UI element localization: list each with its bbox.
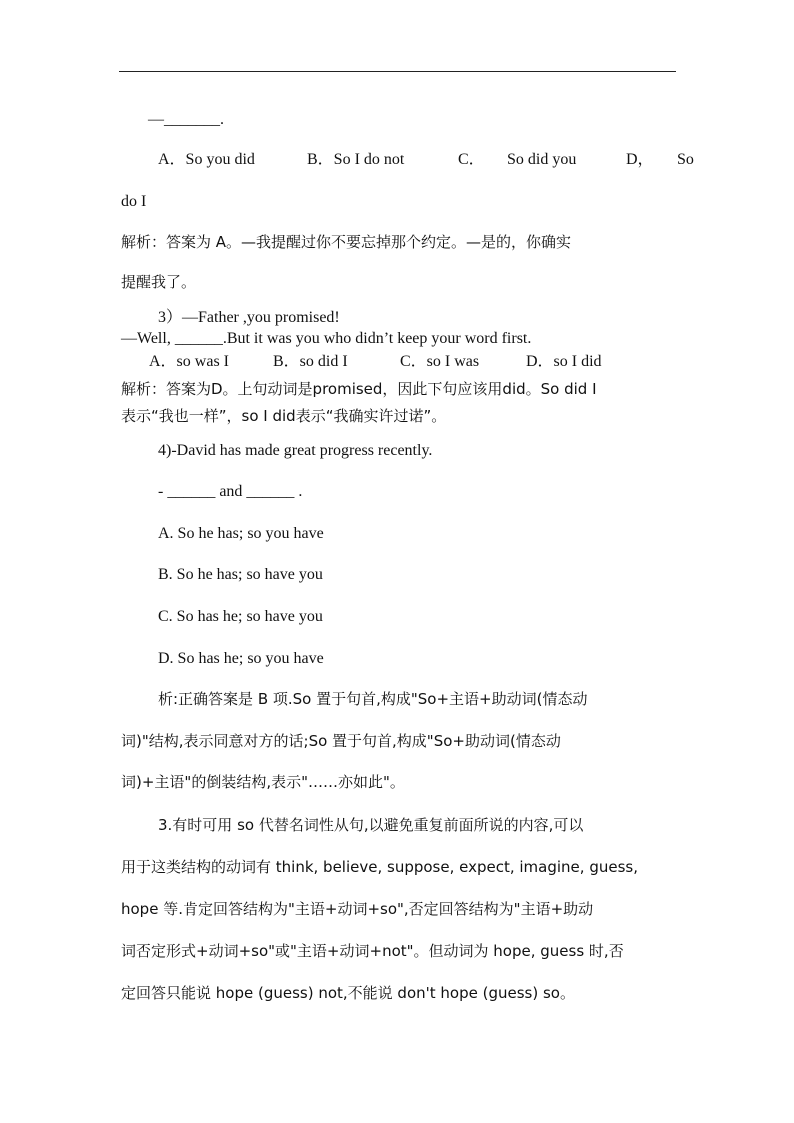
q4-option-d: D. So has he; so you have <box>158 650 324 667</box>
q3-analysis-line-2: 表示“我也一样”，so I did表示“我确实许过诺”。 <box>121 407 447 425</box>
q4-option-c: C. So has he; so have you <box>158 608 323 625</box>
section3-line-4: 词否定形式+动词+so"或"主语+动词+not"。但动词为 hope, guess 时,否 <box>121 942 624 960</box>
q2-option-d-label: D， <box>626 151 654 168</box>
section3-line-2: 用于这类结构的动词有 think, believe, suppose, expect, imagine, guess, <box>121 858 638 876</box>
q2-option-c-label: C． <box>458 151 485 168</box>
q2-option-c-text: So did you <box>507 151 577 168</box>
q4-analysis-line-1: 析:正确答案是 B 项.So 置于句首,构成"So+主语+助动词(情态动 <box>158 690 588 708</box>
q2-analysis-line-1: 解析：答案为 A。—我提醒过你不要忘掉那个约定。—是的，你确实 <box>121 233 572 251</box>
q2-option-a: A．So you did <box>158 151 255 168</box>
q3-option-c: C．so I was <box>400 353 480 370</box>
q4-analysis-line-3: 词)+主语"的倒装结构,表示"……亦如此"。 <box>121 773 405 791</box>
q4-option-b: B. So he has; so have you <box>158 566 323 583</box>
q2-option-b: B．So I do not <box>307 151 405 168</box>
header-rule <box>119 71 676 72</box>
q4-blank-line: - ______ and ______ . <box>158 483 303 500</box>
q4-option-a: A. So he has; so you have <box>158 525 324 542</box>
q2-answer-line: —_______. <box>148 111 224 128</box>
section3-line-3: hope 等.肯定回答结构为"主语+动词+so",否定回答结构为"主语+助动 <box>121 900 594 918</box>
q4-question: 4)-David has made great progress recently. <box>158 442 433 459</box>
q3-option-a: A．so was I <box>149 353 229 370</box>
q3-option-d: D．so I did <box>526 353 602 370</box>
q2-option-d-text: So <box>677 151 694 168</box>
q3-option-b: B．so did I <box>273 353 348 370</box>
section3-line-1: 3.有时可用 so 代替名词性从句,以避免重复前面所说的内容,可以 <box>158 816 584 834</box>
q2-option-d-wrap: do I <box>121 193 147 210</box>
q3-analysis-line-1: 解析：答案为D。上句动词是promised，因此下句应该用did。So did I <box>121 380 597 398</box>
q3-reply: —Well, ______.But it was you who didn’t keep your word first. <box>121 330 532 347</box>
q3-question: 3）—Father ,you promised! <box>158 309 340 326</box>
q4-analysis-line-2: 词)"结构,表示同意对方的话;So 置于句首,构成"So+助动词(情态动 <box>121 732 561 750</box>
q2-analysis-line-2: 提醒我了。 <box>121 273 197 291</box>
section3-line-5: 定回答只能说 hope (guess) not,不能说 don't hope (guess) so。 <box>121 984 575 1002</box>
